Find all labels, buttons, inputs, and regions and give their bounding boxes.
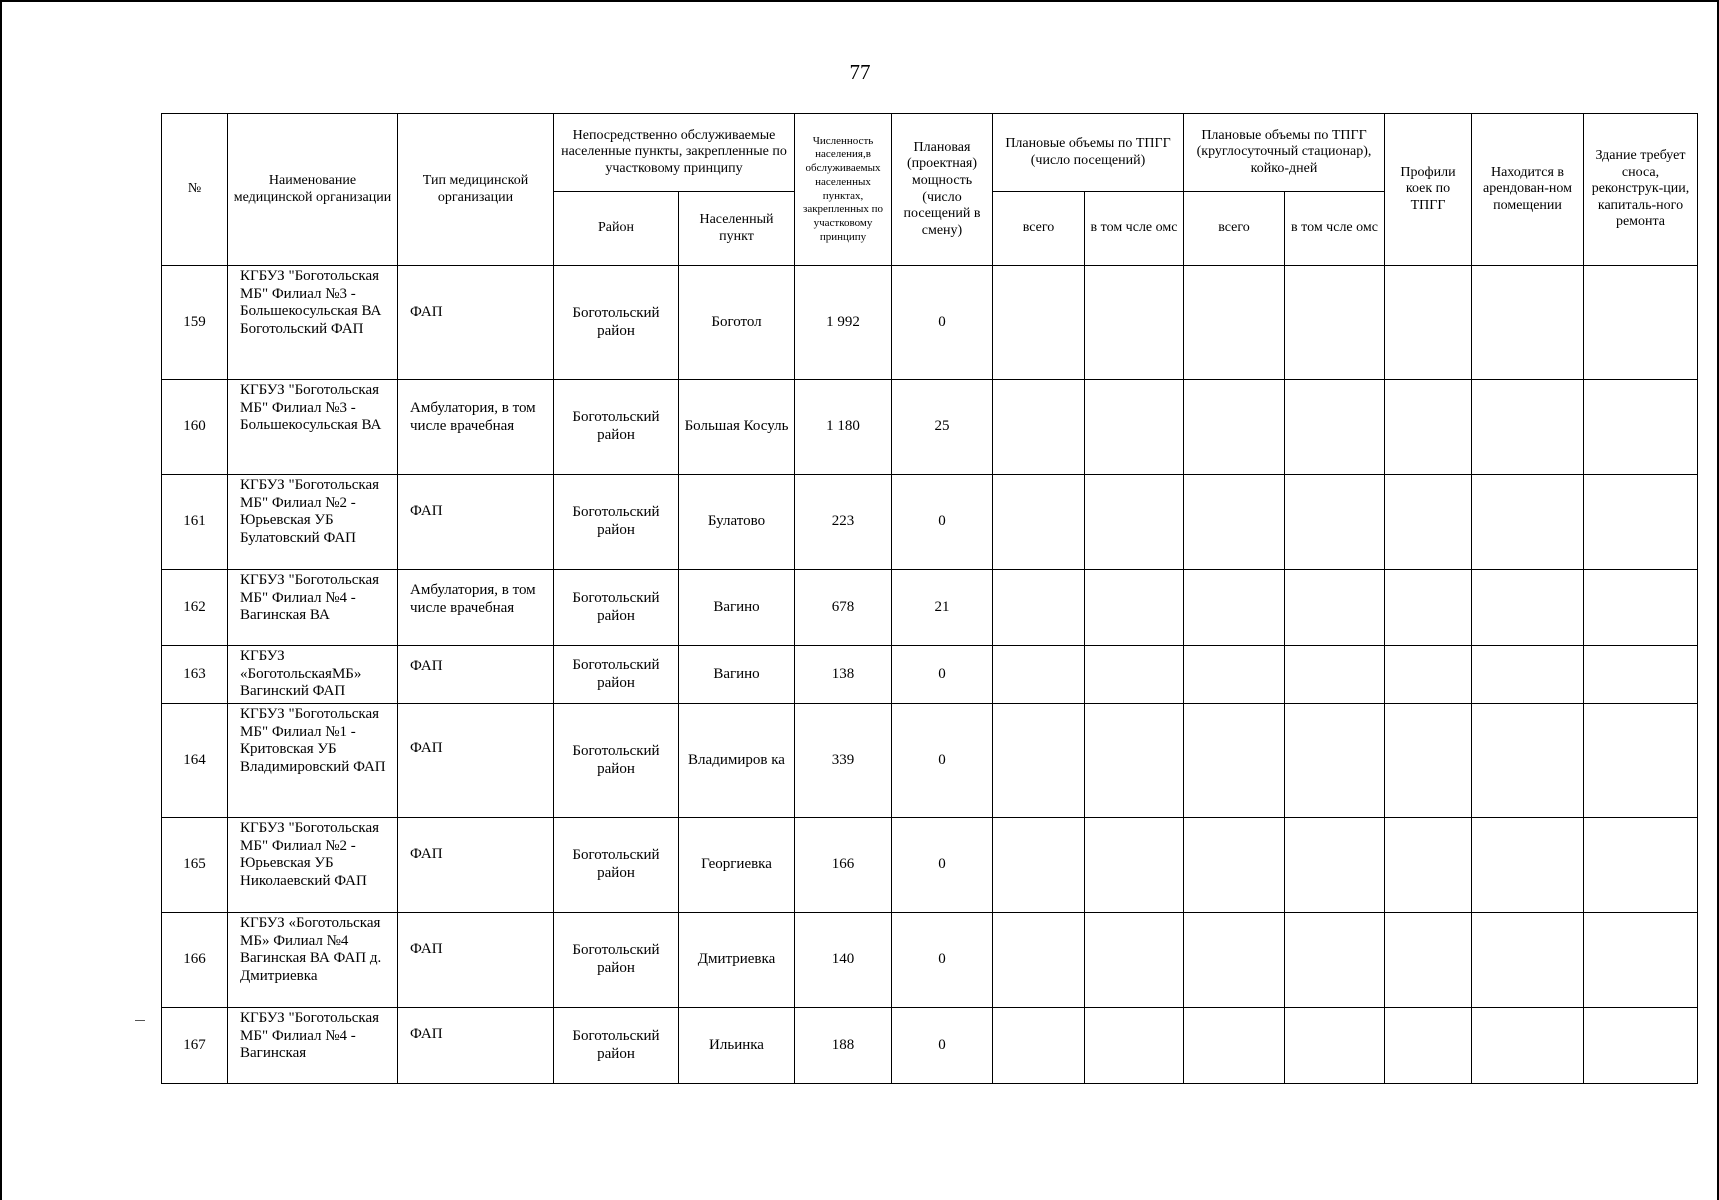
header-population: Численность населения,в обслуживаемых населенных пунктах, закрепленных по участковому принципу <box>795 114 892 266</box>
empty-cell <box>1085 818 1184 913</box>
row-number: 163 <box>162 646 228 704</box>
header-district: Район <box>554 192 679 266</box>
empty-cell <box>1472 475 1584 570</box>
header-inpatient-volume: Плановые объемы по ТПГГ (круглосуточный стационар), койко-дней <box>1184 114 1385 192</box>
header-settlement: Населенный пункт <box>679 192 795 266</box>
population: 678 <box>795 570 892 646</box>
settlement: Георгиевка <box>679 818 795 913</box>
empty-cell <box>1584 704 1698 818</box>
empty-cell <box>993 704 1085 818</box>
org-type: ФАП <box>398 266 554 380</box>
page-number: 77 <box>849 60 871 84</box>
margin-mark <box>135 1020 145 1021</box>
empty-cell <box>993 913 1085 1008</box>
settlement: Вагино <box>679 570 795 646</box>
empty-cell <box>993 1008 1085 1084</box>
org-name: КГБУЗ "Боготольская МБ" Филиал №4 - Вагинская <box>228 1008 398 1084</box>
page-border-left <box>0 0 2 1200</box>
empty-cell <box>1085 704 1184 818</box>
org-name: КГБУЗ "Боготольская МБ" Филиал №2 - Юрьевская УБ Николаевский ФАП <box>228 818 398 913</box>
empty-cell <box>1385 818 1472 913</box>
district: Боготольский район <box>554 1008 679 1084</box>
table-row <box>162 266 1698 380</box>
district: Боготольский район <box>554 380 679 475</box>
empty-cell <box>1285 1008 1385 1084</box>
capacity: 0 <box>892 475 993 570</box>
empty-cell <box>1285 380 1385 475</box>
empty-cell <box>1085 475 1184 570</box>
empty-cell <box>1584 646 1698 704</box>
settlement: Дмитриевка <box>679 913 795 1008</box>
settlement: Вагино <box>679 646 795 704</box>
empty-cell <box>1385 1008 1472 1084</box>
header-org-type: Тип медицинской организации <box>398 114 554 266</box>
org-type: Амбулатория, в том числе врачебная <box>398 570 554 646</box>
table-row <box>162 704 1698 818</box>
table-row <box>162 570 1698 646</box>
district: Боготольский район <box>554 475 679 570</box>
org-type: ФАП <box>398 913 554 1008</box>
header-bed-profiles: Профили коек по ТПГГ <box>1385 114 1472 266</box>
empty-cell <box>993 818 1085 913</box>
district: Боготольский район <box>554 818 679 913</box>
header-inpatient-total: всего <box>1184 192 1285 266</box>
empty-cell <box>1472 704 1584 818</box>
empty-cell <box>1584 913 1698 1008</box>
district: Боготольский район <box>554 913 679 1008</box>
empty-cell <box>1085 1008 1184 1084</box>
org-name: КГБУЗ "Боготольская МБ" Филиал №4 - Вагинская ВА <box>228 570 398 646</box>
org-type: ФАП <box>398 1008 554 1084</box>
row-number: 167 <box>162 1008 228 1084</box>
header-num: № <box>162 114 228 266</box>
population: 1 992 <box>795 266 892 380</box>
facility-table <box>161 113 1698 1084</box>
capacity: 0 <box>892 646 993 704</box>
header-org-name: Наименование медицинской организации <box>228 114 398 266</box>
empty-cell <box>1584 475 1698 570</box>
empty-cell <box>1085 380 1184 475</box>
capacity: 0 <box>892 266 993 380</box>
row-number: 161 <box>162 475 228 570</box>
empty-cell <box>1385 266 1472 380</box>
org-name: КГБУЗ «БоготольскаяМБ» Вагинский ФАП <box>228 646 398 704</box>
empty-cell <box>1285 475 1385 570</box>
header-visits-total: всего <box>993 192 1085 266</box>
table-row <box>162 1008 1698 1084</box>
org-name: КГБУЗ "Боготольская МБ" Филиал №3 - Большекосульская ВА <box>228 380 398 475</box>
empty-cell <box>993 475 1085 570</box>
empty-cell <box>1385 570 1472 646</box>
empty-cell <box>1584 1008 1698 1084</box>
row-number: 159 <box>162 266 228 380</box>
empty-cell <box>1472 570 1584 646</box>
empty-cell <box>1184 266 1285 380</box>
header-building-repair: Здание требует сноса, реконструк-ции, капиталь-ного ремонта <box>1584 114 1698 266</box>
header-served-settlements: Непосредственно обслуживаемые населенные пункты, закрепленные по участковому принципу <box>554 114 795 192</box>
empty-cell <box>1584 570 1698 646</box>
population: 188 <box>795 1008 892 1084</box>
empty-cell <box>1385 704 1472 818</box>
population: 166 <box>795 818 892 913</box>
org-type: ФАП <box>398 704 554 818</box>
settlement: Владимиров ка <box>679 704 795 818</box>
table-row <box>162 913 1698 1008</box>
header-visits-volume: Плановые объемы по ТПГГ (число посещений) <box>993 114 1184 192</box>
empty-cell <box>1584 818 1698 913</box>
empty-cell <box>993 266 1085 380</box>
empty-cell <box>1184 646 1285 704</box>
population: 339 <box>795 704 892 818</box>
district: Боготольский район <box>554 266 679 380</box>
empty-cell <box>1085 646 1184 704</box>
empty-cell <box>1085 913 1184 1008</box>
population: 138 <box>795 646 892 704</box>
empty-cell <box>1385 646 1472 704</box>
empty-cell <box>1285 818 1385 913</box>
org-name: КГБУЗ «Боготольская МБ» Филиал №4 Вагинская ВА ФАП д. Дмитриевка <box>228 913 398 1008</box>
empty-cell <box>1385 475 1472 570</box>
table-row <box>162 818 1698 913</box>
capacity: 0 <box>892 704 993 818</box>
org-type: ФАП <box>398 818 554 913</box>
empty-cell <box>1385 380 1472 475</box>
table-row <box>162 380 1698 475</box>
empty-cell <box>1184 570 1285 646</box>
capacity: 0 <box>892 913 993 1008</box>
capacity: 0 <box>892 818 993 913</box>
org-type: ФАП <box>398 646 554 704</box>
empty-cell <box>1085 266 1184 380</box>
empty-cell <box>1285 913 1385 1008</box>
settlement: Ильинка <box>679 1008 795 1084</box>
row-number: 166 <box>162 913 228 1008</box>
empty-cell <box>1184 475 1285 570</box>
settlement: Большая Косуль <box>679 380 795 475</box>
empty-cell <box>1184 913 1285 1008</box>
empty-cell <box>993 646 1085 704</box>
empty-cell <box>1472 646 1584 704</box>
empty-cell <box>1285 266 1385 380</box>
empty-cell <box>1285 704 1385 818</box>
header-inpatient-oms: в том чсле омс <box>1285 192 1385 266</box>
empty-cell <box>1085 570 1184 646</box>
empty-cell <box>1184 818 1285 913</box>
empty-cell <box>1472 266 1584 380</box>
header-visits-oms: в том чсле омс <box>1085 192 1184 266</box>
capacity: 25 <box>892 380 993 475</box>
table-row <box>162 646 1698 704</box>
empty-cell <box>1184 704 1285 818</box>
table-row <box>162 475 1698 570</box>
population: 223 <box>795 475 892 570</box>
empty-cell <box>1472 1008 1584 1084</box>
empty-cell <box>1472 818 1584 913</box>
row-number: 164 <box>162 704 228 818</box>
district: Боготольский район <box>554 570 679 646</box>
settlement: Булатово <box>679 475 795 570</box>
empty-cell <box>1584 380 1698 475</box>
empty-cell <box>1285 570 1385 646</box>
population: 140 <box>795 913 892 1008</box>
empty-cell <box>1472 380 1584 475</box>
empty-cell <box>1184 380 1285 475</box>
org-name: КГБУЗ "Боготольская МБ" Филиал №3 - Большекосульская ВА Боготольский ФАП <box>228 266 398 380</box>
empty-cell <box>1385 913 1472 1008</box>
empty-cell <box>1584 266 1698 380</box>
empty-cell <box>1285 646 1385 704</box>
header-rented-premises: Находится в арендован-ном помещении <box>1472 114 1584 266</box>
header-capacity: Плановая (проектная) мощность (число посещений в смену) <box>892 114 993 266</box>
empty-cell <box>993 380 1085 475</box>
org-type: Амбулатория, в том числе врачебная <box>398 380 554 475</box>
row-number: 165 <box>162 818 228 913</box>
org-name: КГБУЗ "Боготольская МБ" Филиал №2 - Юрьевская УБ Булатовский ФАП <box>228 475 398 570</box>
row-number: 160 <box>162 380 228 475</box>
district: Боготольский район <box>554 646 679 704</box>
empty-cell <box>993 570 1085 646</box>
org-type: ФАП <box>398 475 554 570</box>
settlement: Боготол <box>679 266 795 380</box>
district: Боготольский район <box>554 704 679 818</box>
population: 1 180 <box>795 380 892 475</box>
capacity: 0 <box>892 1008 993 1084</box>
row-number: 162 <box>162 570 228 646</box>
empty-cell <box>1184 1008 1285 1084</box>
page-border-top <box>0 0 1719 2</box>
empty-cell <box>1472 913 1584 1008</box>
capacity: 21 <box>892 570 993 646</box>
org-name: КГБУЗ "Боготольская МБ" Филиал №1 - Критовская УБ Владимировский ФАП <box>228 704 398 818</box>
